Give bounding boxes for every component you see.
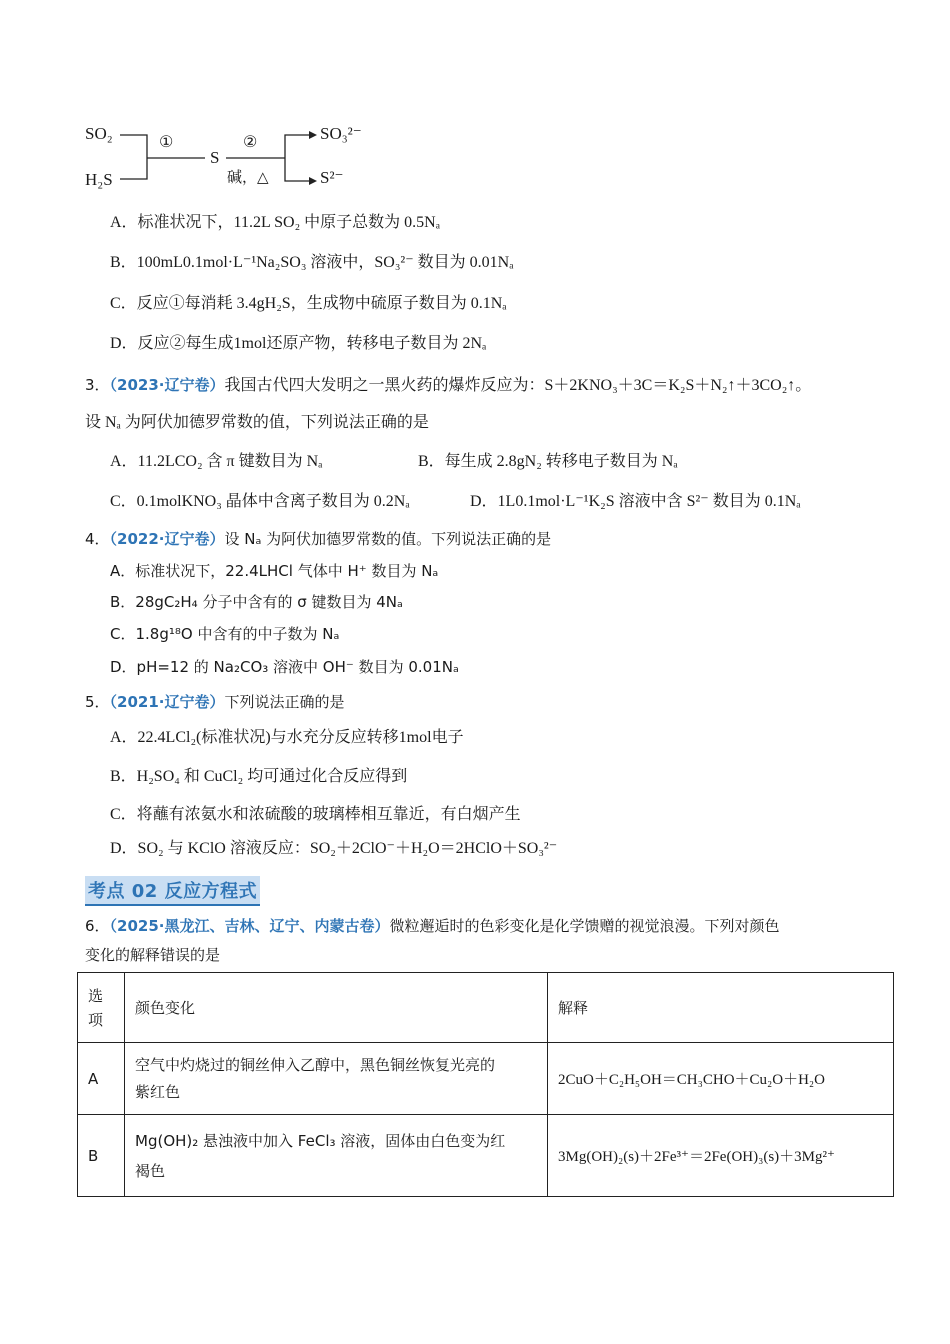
diagram-h2s: H₂S	[85, 170, 113, 189]
diagram-step1: ①	[159, 134, 174, 151]
table-header-row	[78, 973, 894, 1043]
q3-source: （2023·辽宁卷）	[109, 376, 225, 394]
q3-option-b: B．每生成 2.8gN₂ 转移电子数目为 Nₐ	[418, 453, 678, 470]
diagram-arrows	[85, 118, 365, 198]
q4-option-b: B．28gC₂H₄ 分子中含有的 σ 键数目为 4Nₐ	[110, 593, 403, 611]
table-header-explain: 解释	[548, 973, 894, 1043]
q4-source: （2022·辽宁卷）	[109, 530, 225, 548]
q2-option-c: C．反应①每消耗 3.4gH₂S，生成物中硫原子数目为 0.1Nₐ	[110, 295, 507, 312]
q2-option-a: A．标准状况下，11.2L SO₂ 中原子总数为 0.5Nₐ	[110, 214, 441, 231]
table-row	[78, 1115, 894, 1197]
diagram-s2: S²⁻	[320, 168, 344, 187]
table-cell-explain: 2CuO＋C₂H₅OH＝CH₃CHO＋Cu₂O＋H₂O	[548, 1043, 894, 1115]
q6-stem1: 微粒邂逅时的色彩变化是化学馈赠的视觉浪漫。下列对颜色	[389, 917, 780, 935]
table-header-option: 选项	[78, 973, 125, 1043]
diagram-so3: SO₃²⁻	[320, 124, 362, 143]
table-cell-explain: 3Mg(OH)₂(s)＋2Fe³⁺＝2Fe(OH)₃(s)＋3Mg²⁺	[548, 1115, 894, 1197]
table-header-change: 颜色变化	[125, 973, 548, 1043]
q4-option-d: D．pH=12 的 Na₂CO₃ 溶液中 OH⁻ 数目为 0.01Nₐ	[110, 658, 459, 676]
q3-stem-line1	[85, 374, 811, 397]
section-heading: 考点 02 反应方程式	[85, 876, 260, 906]
q5-number: 5．	[85, 693, 110, 711]
q4-number: 4．	[85, 530, 110, 548]
q5-stem	[85, 691, 345, 713]
q5-stem-text: 下列说法正确的是	[224, 693, 345, 711]
table-cell-change-line1: 空气中灼烧过的铜丝伸入乙醇中，黑色铜丝恢复光亮的	[135, 1055, 496, 1074]
q2-option-b: B．100mL0.1mol·L⁻¹Na₂SO₃ 溶液中，SO₃²⁻ 数目为 0.01Nₐ	[110, 254, 514, 271]
q3-stem1: 我国古代四大发明之一黑火药的爆炸反应为：S＋2KNO₃＋3C＝K₂S＋N₂↑＋3CO₂↑。	[224, 377, 812, 394]
q5-option-c: C．将蘸有浓氨水和浓硫酸的玻璃棒相互靠近，有白烟产生	[110, 806, 521, 823]
q6-stem-line2: 变化的解释错误的是	[85, 946, 221, 964]
diagram-so2: SO₂	[85, 124, 113, 143]
table-row	[78, 1043, 894, 1115]
table-cell-option: B	[78, 1115, 125, 1197]
diagram-condition: 碱，△	[227, 170, 269, 186]
table-cell-change-line1: Mg(OH)₂ 悬浊液中加入 FeCl₃ 溶液，固体由白色变为红	[135, 1131, 506, 1150]
q4-stem-text: 设 Nₐ 为阿伏加德罗常数的值。下列说法正确的是	[224, 530, 552, 548]
q6-stem-line1	[85, 915, 780, 937]
q3-number: 3．	[85, 376, 110, 394]
q3-option-d: D．1L0.1mol·L⁻¹K₂S 溶液中含 S²⁻ 数目为 0.1Nₐ	[470, 493, 801, 510]
q3-option-c: C．0.1molKNO₃ 晶体中含离子数目为 0.2Nₐ	[110, 493, 410, 510]
q6-source: （2025·黑龙江、吉林、辽宁、内蒙古卷）	[109, 917, 390, 935]
diagram-s: S	[210, 148, 220, 167]
table-cell-option: A	[78, 1043, 125, 1115]
q5-option-a: A．22.4LCl₂(标准状况)与水充分反应转移1mol电子	[110, 729, 464, 746]
q6-table	[77, 972, 894, 1197]
diagram-step2: ②	[243, 134, 258, 151]
q3-stem-line2: 设 Nₐ 为阿伏加德罗常数的值，下列说法正确的是	[85, 414, 429, 431]
reaction-diagram	[85, 118, 365, 198]
q5-option-b: B．H₂SO₄ 和 CuCl₂ 均可通过化合反应得到	[110, 768, 408, 785]
q3-option-a: A．11.2LCO₂ 含 π 键数目为 Nₐ	[110, 453, 323, 470]
q4-option-c: C．1.8g¹⁸O 中含有的中子数为 Nₐ	[110, 625, 340, 643]
q2-option-d: D．反应②每生成1mol还原产物，转移电子数目为 2Nₐ	[110, 335, 487, 352]
table-cell-change-line2: 褐色	[135, 1161, 166, 1180]
table-cell-change	[125, 1043, 548, 1115]
table-cell-change	[125, 1115, 548, 1197]
q4-option-a: A．标准状况下，22.4LHCl 气体中 H⁺ 数目为 Nₐ	[110, 562, 439, 580]
table-cell-change-line2: 紫红色	[135, 1082, 181, 1101]
q6-number: 6．	[85, 917, 110, 935]
q5-source: （2021·辽宁卷）	[109, 693, 225, 711]
q4-stem	[85, 528, 551, 550]
q5-option-d: D．SO₂ 与 KClO 溶液反应：SO₂＋2ClO⁻＋H₂O＝2HClO＋SO₃²⁻	[110, 840, 558, 857]
